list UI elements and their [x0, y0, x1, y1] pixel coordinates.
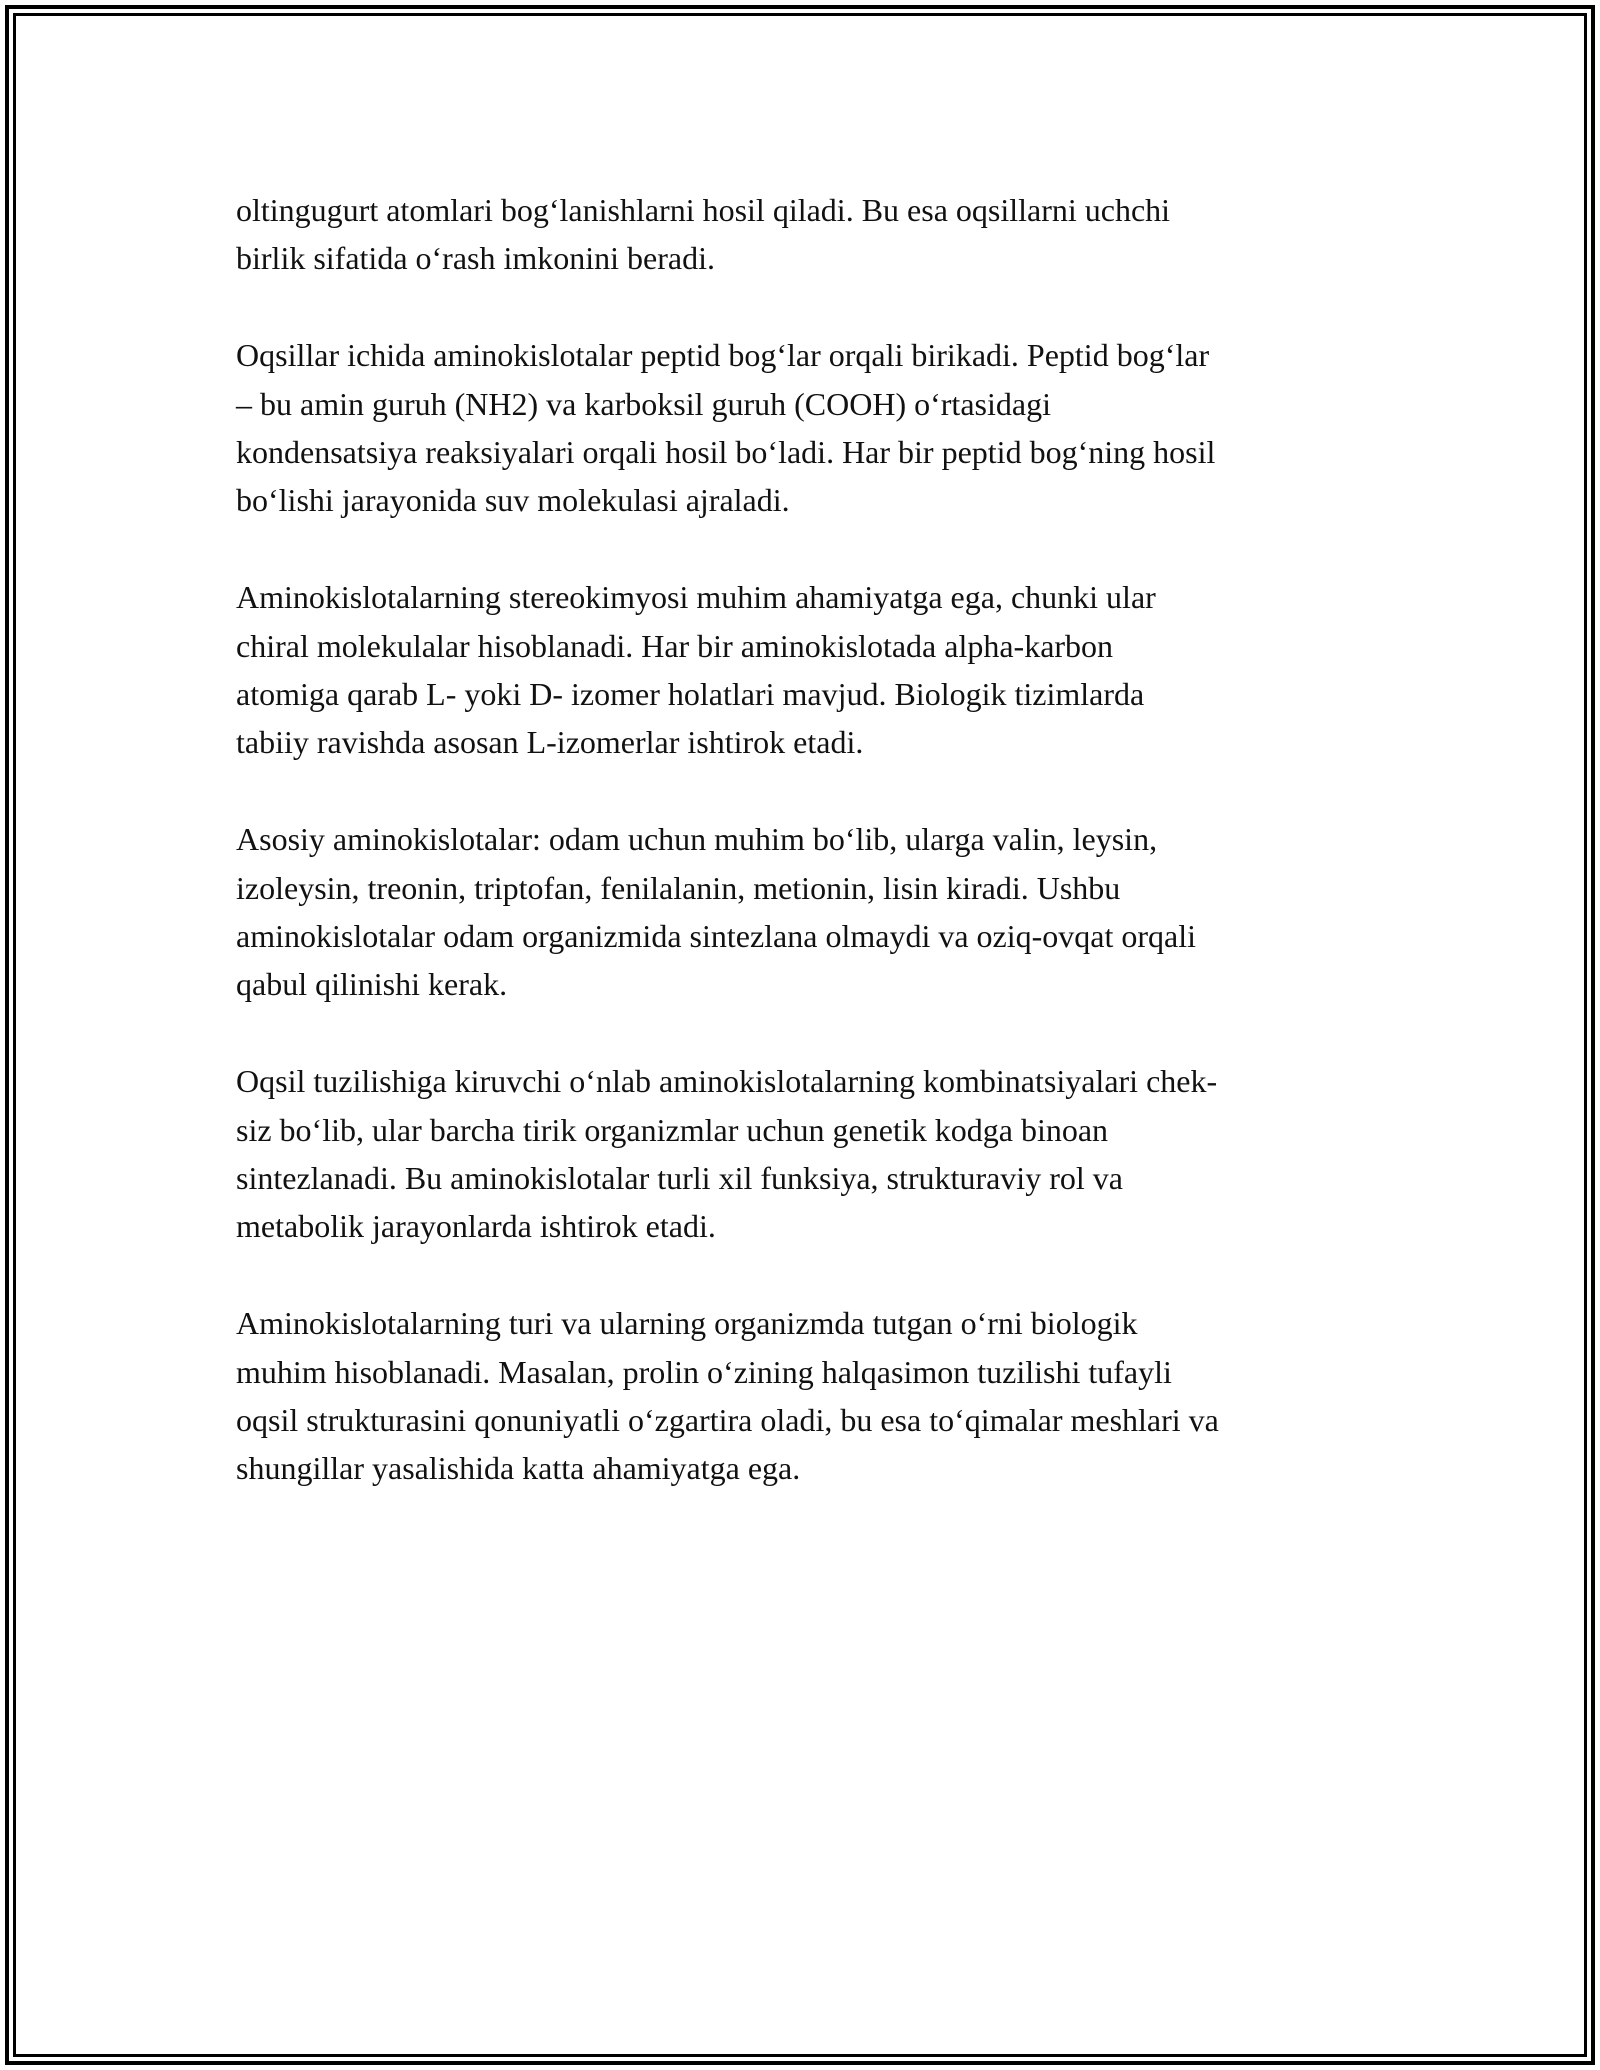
document-body: [236, 186, 1376, 1541]
paragraph-essential-amino-acids: Asosiy aminokislotalar: odam uchun muhim bo‘lib, ularga valin, leysin, izoleysin, treonin, triptofan, fenilalanin, metionin, lisin kiradi. Ushbu aminokislotalar odam organizmida sintezlana olmaydi va oziq-ovqat orqali qabul qilinishi kerak.: [236, 821, 1197, 1003]
paragraph-peptide-bonds: Oqsillar ichida aminokislotalar peptid bog‘lar orqali birikadi. Peptid bog‘lar – bu amin guruh (NH2) va karboksil guruh (COOH) o‘rtasidagi kondensatsiya reaksiyalari orqali hosil bo‘ladi. Har bir peptid bog‘ning hosil bo‘lishi jarayonida suv molekulasi ajraladi.: [236, 337, 1216, 519]
paragraph-disulfide-bonds: oltingugurt atomlari bog‘lanishlarni hosil qiladi. Bu esa oqsillarni uchchi birlik sifatida o‘rash imkonini beradi.: [236, 192, 1171, 277]
paragraph-stereochemistry: Aminokislotalarning stereokimyosi muhim ahamiyatga ega, chunki ular chiral molekulalar hisoblanadi. Har bir aminokislotada alpha-karbon atomiga qarab L- yoki D- izomer holatlari mavjud. Biologik tizimlarda tabiiy ravishda asosan L-izomerlar ishtirok etadi.: [236, 579, 1156, 761]
paragraph-biological-role: Aminokislotalarning turi va ularning organizmda tutgan o‘rni biologik muhim hisoblanadi. Masalan, prolin o‘zining halqasimon tuzilishi tufayli oqsil strukturasini qonuniyatli o‘zgartira oladi, bu esa to‘qimalar meshlari va shungillar yasalishida katta ahamiyatga ega.: [236, 1305, 1219, 1487]
paragraph-combinations: Oqsil tuzilishiga kiruvchi o‘nlab aminokislotalarning kombinatsiyalari chek- siz bo‘lib, ular barcha tirik organizmlar uchun genetik kodga binoan sintezlanadi. Bu aminokislotalar turli xil funksiya, strukturaviy rol va metabolik jarayonlarda ishtirok etadi.: [236, 1063, 1218, 1245]
